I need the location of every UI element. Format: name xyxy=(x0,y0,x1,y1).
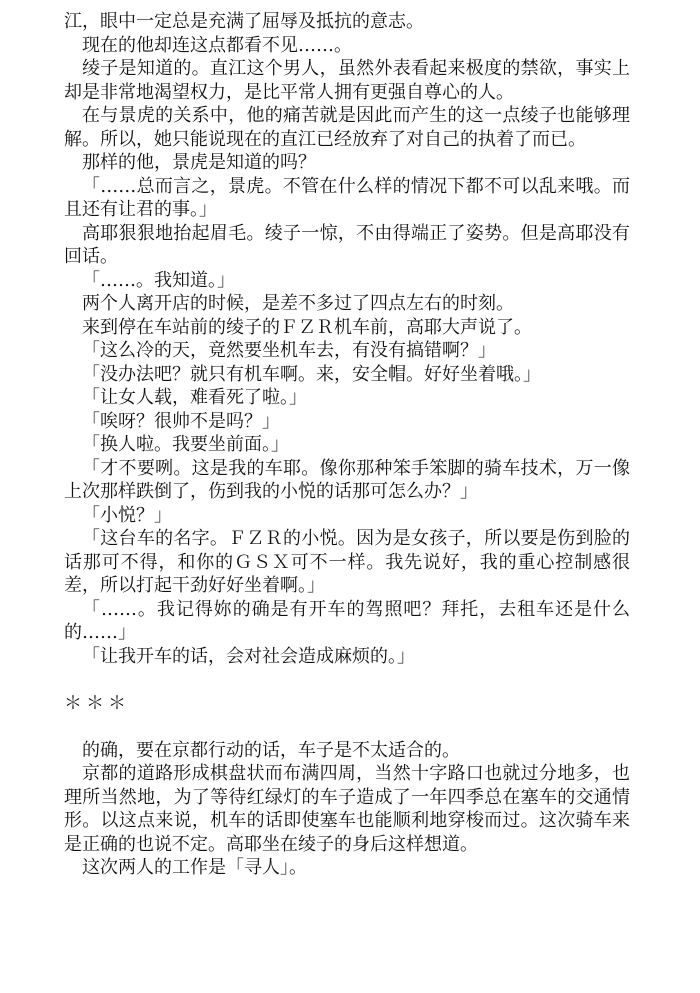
paragraph: 的确，要在京都行动的话，车子是不太适合的。 xyxy=(82,739,460,761)
paragraph: 「……。我知道。」 xyxy=(82,269,235,291)
paragraph: 「让我开车的话，会对社会造成麻烦的。」 xyxy=(82,645,415,667)
page-body xyxy=(64,10,630,880)
paragraph: 「唉呀？很帅不是吗？」 xyxy=(82,410,280,432)
paragraph: 两个人离开店的时候，是差不多过了四点左右的时刻。 xyxy=(82,293,514,314)
paragraph: 「……。我记得妳的确是有开车的驾照吧？拜托，去租车还是什么的……」 xyxy=(64,598,630,643)
paragraph: 京都的道路形成棋盘状而布满四周，当然十字路口也就过分地多，也理所当然地，为了等待红绿灯的车子造成了一年四季总在塞车的交通情形。以这点来说，机车的话即使塞车也能顺利地穿梭而过。这次骑车来是正确的也说不定。高耶坐在绫子的身后这样想道。 xyxy=(64,763,630,855)
blank-line xyxy=(64,715,630,739)
paragraph: 「才不要咧。这是我的车耶。像你那种笨手笨脚的骑车技术，万一像上次那样跌倒了，伤到我的小悦的话那可怎么办？」 xyxy=(64,457,630,502)
paragraph: 「这么冷的天，竟然要坐机车去，有没有搞错啊？」 xyxy=(82,340,496,361)
paragraph: 那样的他，景虎是知道的吗？ xyxy=(82,152,316,173)
blank-line xyxy=(64,668,630,692)
paragraph: 「这台车的名字。ＦＺＲ的小悦。因为是女孩子，所以要是伤到脸的话那可不得，和你的ＧＳＸ可不一样。我先说好，我的重心控制感很差，所以打起干劲好好坐着啊。」 xyxy=(64,528,630,596)
paragraph: 「……总而言之，景虎。不管在什么样的情况下都不可以乱来哦。而且还有让君的事。」 xyxy=(64,175,630,220)
paragraph: 江，眼中一定总是充满了屈辱及抵抗的意志。 xyxy=(64,11,424,32)
section-divider: ＊＊＊ xyxy=(64,692,130,714)
paragraph: 来到停在车站前的绫子的ＦＺＲ机车前，高耶大声说了。 xyxy=(82,316,532,338)
paragraph: 现在的他却连这点都看不见……。 xyxy=(82,34,352,56)
paragraph: 「让女人载，难看死了啦。」 xyxy=(82,387,307,408)
paragraph: 「小悦？」 xyxy=(82,504,172,526)
paragraph: 高耶狠狠地抬起眉毛。绫子一惊，不由得端正了姿势。但是高耶没有回话。 xyxy=(64,222,630,267)
paragraph: 在与景虎的关系中，他的痛苦就是因此而产生的这一点绫子也能够理解。所以，她只能说现在的直江已经放弃了对自己的执着了而已。 xyxy=(64,105,630,150)
paragraph: 这次两人的工作是「寻人」。 xyxy=(82,857,307,878)
paragraph: 绫子是知道的。直江这个男人，虽然外表看起来极度的禁欲，事实上却是非常地渴望权力，是比平常人拥有更强自尊心的人。 xyxy=(64,58,630,103)
paragraph: 「没办法吧？就只有机车啊。来，安全帽。好好坐着哦。」 xyxy=(82,363,541,385)
paragraph: 「换人啦。我要坐前面。」 xyxy=(82,434,289,455)
